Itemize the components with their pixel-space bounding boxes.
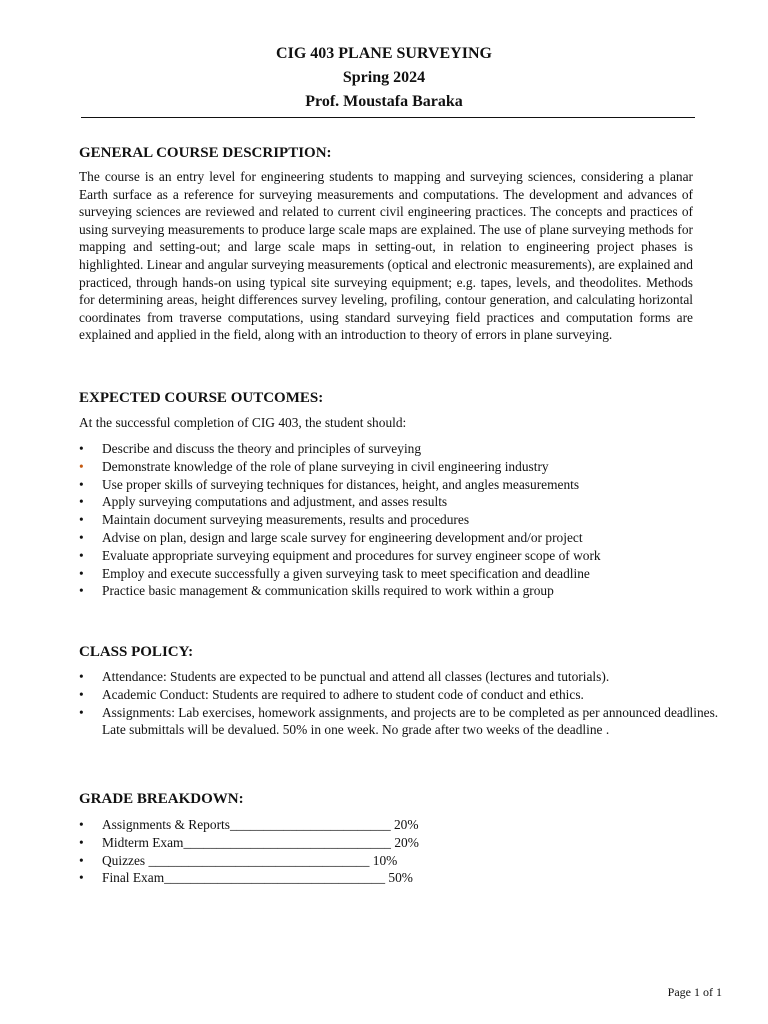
list-item: • Employ and execute successfully a given surveying task to meet specification and deadline — [79, 565, 724, 583]
outcomes-heading: EXPECTED COURSE OUTCOMES: — [79, 390, 324, 406]
outcomes-intro: At the successful completion of CIG 403, the student should: — [79, 415, 407, 430]
course-term: Spring 2024 — [342, 69, 426, 86]
grades-list — [79, 816, 724, 887]
list-item: • Describe and discuss the theory and principles of surveying — [79, 440, 724, 458]
list-item: • Apply surveying computations and adjustment, and asses results — [79, 493, 724, 511]
list-item: • Final Exam_________________________________ 50% — [79, 869, 724, 887]
course-instructor: Prof. Moustafa Baraka — [305, 93, 463, 110]
list-item: • Practice basic management & communication skills required to work within a group — [79, 582, 724, 600]
policy-list — [79, 668, 724, 739]
list-item: • Quizzes _________________________________ 10% — [79, 852, 724, 870]
page-number: Page 1 of 1 — [667, 985, 722, 999]
list-item: • Attendance: Students are expected to be punctual and attend all classes (lectures and tutorials). — [79, 668, 724, 686]
list-item: • Use proper skills of surveying techniques for distances, height, and angles measurements — [79, 476, 724, 494]
header-divider — [81, 117, 695, 118]
list-item: • Academic Conduct: Students are required to adhere to student code of conduct and ethics. — [79, 686, 724, 704]
list-item: • Assignments: Lab exercises, homework assignments, and projects are to be completed as per announced deadlines. Late submittals will be devalued. 50% in one week. No grade after two weeks of the deadline . — [79, 704, 724, 740]
list-item: • Midterm Exam_______________________________ 20% — [79, 834, 724, 852]
list-item: • Assignments & Reports________________________ 20% — [79, 816, 724, 834]
description-text: The course is an entry level for engineering students to mapping and surveying sciences, considering a planar Earth surface as a reference for surveying measurements and computations. The development and advances of surveying sciences are reviewed and related to current civil engineering practices. The concepts and practices of using surveying measurements to produce large scale maps are explained. The use of plane surveying methods for mapping and setting-out; and large scale maps in setting-out, in relation to engineering project phases is highlighted. Linear and angular surveying measurements (optical and electronic measurements), are explained and practiced, through hands-on using typical site surveying equipment; e.g. tapes, levels, and theodolites. Methods for determining areas, height differences survey leveling, profiling, contour generation, and calculating horizontal coordinates from traverse computations, using standard surveying field practices and computation forms are explained and applied in the field, along with an introduction to theory of errors in plane surveying. — [79, 169, 693, 343]
document-header — [0, 42, 768, 114]
grades-heading: GRADE BREAKDOWN: — [79, 791, 244, 807]
policy-heading: CLASS POLICY: — [79, 644, 194, 660]
list-item: • Maintain document surveying measurements, results and procedures — [79, 511, 724, 529]
description-heading: GENERAL COURSE DESCRIPTION: — [79, 145, 332, 161]
outcomes-list — [79, 440, 724, 600]
course-title: CIG 403 PLANE SURVEYING — [276, 45, 492, 62]
list-item: • Evaluate appropriate surveying equipment and procedures for survey engineer scope of work — [79, 547, 724, 565]
list-item: • Advise on plan, design and large scale survey for engineering development and/or project — [79, 529, 724, 547]
list-item: • Demonstrate knowledge of the role of plane surveying in civil engineering industry — [79, 458, 724, 476]
